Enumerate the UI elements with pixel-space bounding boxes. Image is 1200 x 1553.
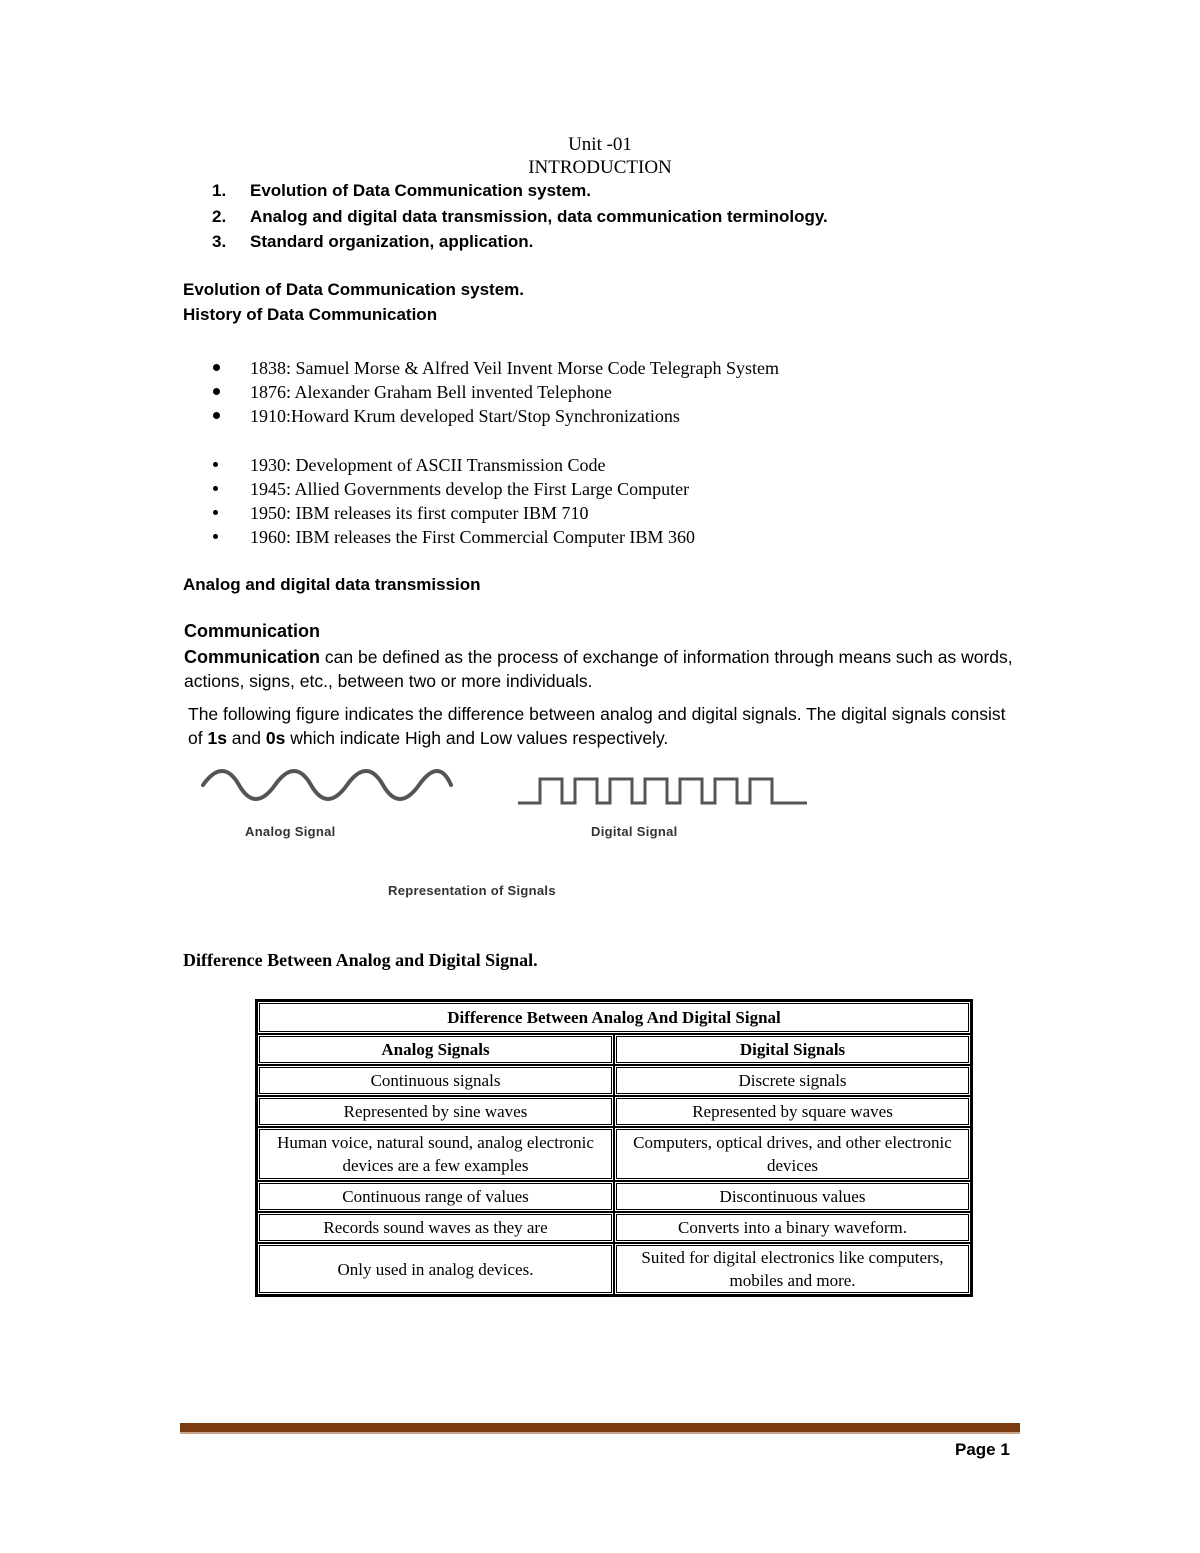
topic-text: Standard organization, application. bbox=[250, 232, 534, 251]
table-row bbox=[257, 1127, 971, 1181]
table-cell: Converts into a binary waveform. bbox=[614, 1212, 971, 1243]
table-cell: Represented by square waves bbox=[614, 1096, 971, 1127]
table-title-row bbox=[257, 1001, 971, 1034]
communication-heading: Communication bbox=[184, 621, 321, 641]
table-cell: Computers, optical drives, and other electronic devices bbox=[614, 1127, 971, 1181]
column-header-analog: Analog Signals bbox=[257, 1034, 614, 1065]
analog-signal-wave bbox=[203, 771, 451, 799]
table-row bbox=[257, 1065, 971, 1096]
page-title: INTRODUCTION bbox=[528, 157, 672, 178]
bullet-icon bbox=[213, 388, 220, 395]
table-cell: Discrete signals bbox=[614, 1065, 971, 1096]
history-list-2 bbox=[213, 454, 695, 550]
figure-caption: Representation of Signals bbox=[388, 883, 556, 898]
table-cell: Continuous range of values bbox=[257, 1181, 614, 1212]
figure-description-text-end: which indicate High and Low values respectively. bbox=[285, 727, 669, 748]
list-item bbox=[213, 478, 695, 502]
table-cell: Records sound waves as they are bbox=[257, 1212, 614, 1243]
table-cell: Discontinuous values bbox=[614, 1181, 971, 1212]
table-row bbox=[257, 1181, 971, 1212]
list-item bbox=[213, 454, 695, 478]
communication-term: Communication bbox=[184, 647, 321, 667]
history-list-1 bbox=[213, 357, 779, 429]
and-text: and bbox=[226, 727, 266, 748]
list-item-text: 1930: Development of ASCII Transmission Code bbox=[250, 455, 606, 475]
list-item-text: 1876: Alexander Graham Bell invented Telephone bbox=[250, 382, 612, 402]
bullet-icon bbox=[213, 364, 220, 371]
list-item bbox=[213, 502, 695, 526]
section-heading-evolution: Evolution of Data Communication system. bbox=[183, 280, 524, 299]
topic-item bbox=[212, 206, 828, 232]
list-item-text: 1838: Samuel Morse & Alfred Veil Invent Morse Code Telegraph System bbox=[250, 358, 779, 378]
table-cell: Continuous signals bbox=[257, 1065, 614, 1096]
analog-signal-label: Analog Signal bbox=[245, 824, 336, 839]
bullet-icon bbox=[213, 462, 218, 467]
list-item-text: 1910:Howard Krum developed Start/Stop Synchronizations bbox=[250, 406, 680, 426]
topic-item bbox=[212, 180, 828, 206]
list-item bbox=[213, 526, 695, 550]
table-row bbox=[257, 1212, 971, 1243]
footer-bar bbox=[180, 1423, 1020, 1432]
page-number: Page 1 bbox=[955, 1440, 1010, 1459]
list-item-text: 1950: IBM releases its first computer IBM 710 bbox=[250, 503, 589, 523]
section-subheading-history: History of Data Communication bbox=[183, 305, 438, 324]
footer-bar-shadow bbox=[180, 1432, 1020, 1434]
topic-item bbox=[212, 231, 828, 257]
topic-list bbox=[212, 180, 828, 257]
unit-label: Unit -01 bbox=[568, 134, 632, 155]
bullet-icon bbox=[213, 534, 218, 539]
bullet-icon bbox=[213, 412, 220, 419]
digital-signal-wave bbox=[518, 779, 807, 803]
communication-definition bbox=[184, 646, 1014, 693]
table-title: Difference Between Analog And Digital Signal bbox=[257, 1001, 971, 1034]
list-item bbox=[213, 381, 779, 405]
topic-number: 2. bbox=[212, 206, 227, 226]
topic-text: Analog and digital data transmission, data communication terminology. bbox=[250, 206, 828, 226]
bullet-icon bbox=[213, 486, 218, 491]
table-cell: Represented by sine waves bbox=[257, 1096, 614, 1127]
table-row bbox=[257, 1243, 971, 1295]
zeros-term: 0s bbox=[265, 727, 286, 748]
topic-text: Evolution of Data Communication system. bbox=[250, 181, 591, 200]
figure-description-text: The following figure indicates the difference between analog and digital signals. The digital signals consist of bbox=[188, 704, 1006, 748]
difference-heading: Difference Between Analog and Digital Signal. bbox=[183, 950, 538, 970]
list-item-text: 1945: Allied Governments develop the First Large Computer bbox=[250, 479, 690, 499]
topic-number: 1. bbox=[212, 181, 227, 200]
list-item bbox=[213, 405, 779, 429]
digital-signal-label: Digital Signal bbox=[591, 824, 678, 839]
table-cell: Suited for digital electronics like computers, mobiles and more. bbox=[614, 1243, 971, 1295]
table-cell: Only used in analog devices. bbox=[257, 1243, 614, 1295]
list-item-text: 1960: IBM releases the First Commercial Computer IBM 360 bbox=[250, 527, 695, 547]
difference-table bbox=[255, 999, 973, 1297]
list-item bbox=[213, 357, 779, 381]
bullet-icon bbox=[213, 510, 218, 515]
topic-number: 3. bbox=[212, 232, 227, 251]
column-header-digital: Digital Signals bbox=[614, 1034, 971, 1065]
table-cell: Human voice, natural sound, analog electronic devices are a few examples bbox=[257, 1127, 614, 1181]
figure-description bbox=[188, 703, 1018, 750]
ones-term: 1s bbox=[207, 727, 227, 748]
definition-text: can be defined as the process of exchange of information through means such as words, actions, signs, etc., between two or more individuals. bbox=[184, 647, 1013, 691]
section-heading-transmission: Analog and digital data transmission bbox=[183, 575, 481, 594]
table-header-row bbox=[257, 1034, 971, 1065]
signals-figure bbox=[195, 765, 815, 815]
table-row bbox=[257, 1096, 971, 1127]
